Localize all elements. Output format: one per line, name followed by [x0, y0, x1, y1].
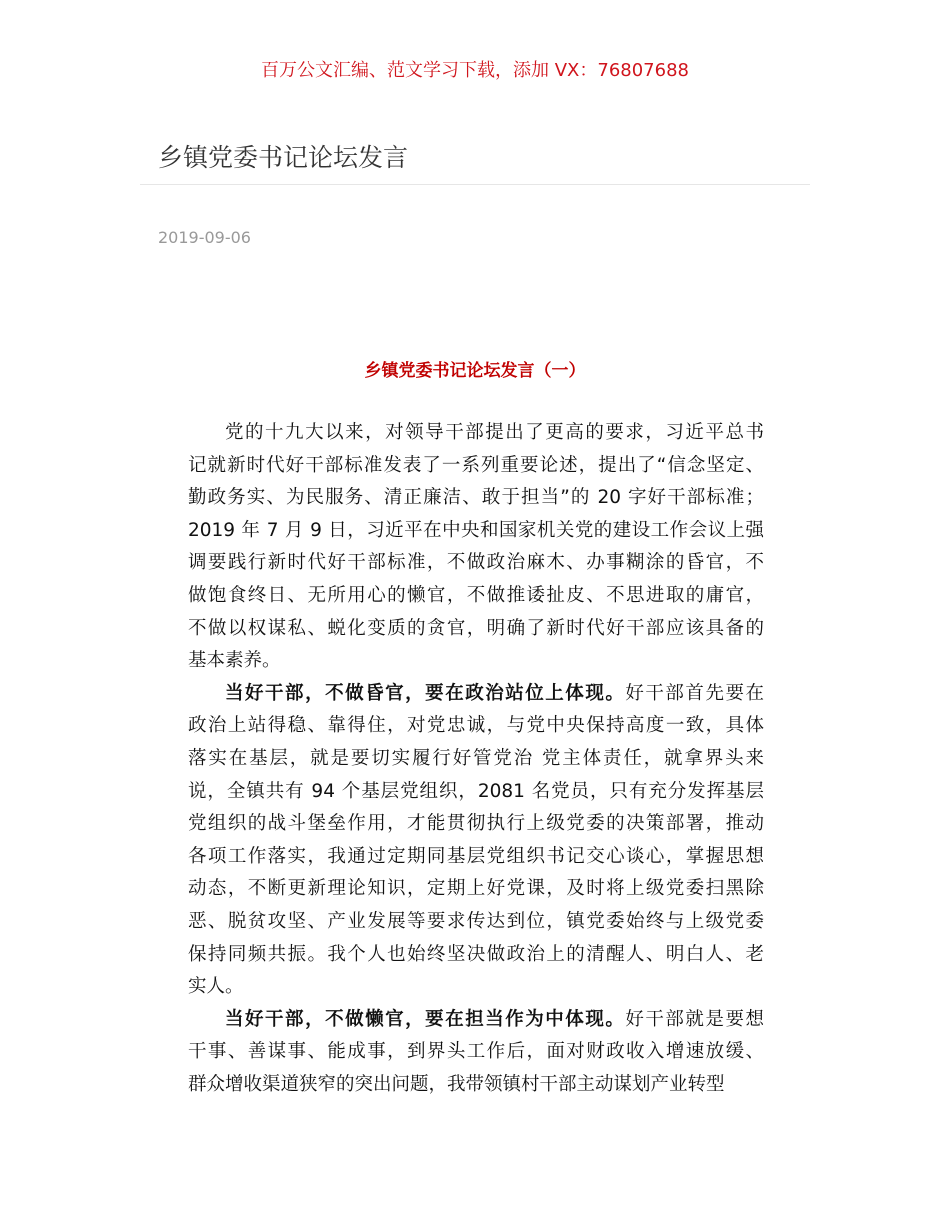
paragraph-line — [188, 678, 764, 711]
paragraph-line — [188, 450, 764, 483]
paragraph-line — [188, 776, 764, 809]
paragraph — [188, 417, 764, 678]
paragraph-line — [188, 1036, 764, 1069]
paragraph-line — [188, 515, 764, 548]
paragraph-text: 做饱食终日、无所用心的懒官，不做推诿扯皮、不思进取的庸官， — [188, 584, 764, 606]
paragraph-heading: 当好干部，不做昏官，要在政治站位上体现。 — [225, 682, 626, 704]
publish-date: 2019-09-06 — [158, 228, 251, 247]
paragraph-line — [188, 580, 764, 613]
paragraph-text: 落实在基层，就是要切实履行好管党治 党主体责任，就拿界头来 — [188, 747, 764, 769]
paragraph-text: 2019 年 7 月 9 日，习近平在中央和国家机关党的建设工作会议上强 — [188, 519, 764, 541]
paragraph-line — [188, 906, 764, 939]
paragraph-line — [188, 482, 764, 515]
paragraph-text: 各项工作落实，我通过定期同基层党组织书记交心谈心，掌握思想 — [188, 845, 764, 867]
paragraph-line — [188, 613, 764, 646]
paragraph-line — [188, 939, 764, 972]
paragraph-heading: 当好干部，不做懒官，要在担当作为中体现。 — [225, 1008, 626, 1030]
paragraph-line — [188, 417, 764, 450]
paragraph-line — [188, 743, 764, 776]
paragraph — [188, 678, 764, 1004]
paragraph-text: 恶、脱贫攻坚、产业发展等要求传达到位，镇党委始终与上级党委 — [188, 910, 764, 932]
paragraph-text: 党组织的战斗堡垒作用，才能贯彻执行上级党委的决策部署，推动 — [188, 813, 764, 835]
paragraph-text: 记就新时代好干部标准发表了一系列重要论述，提出了“信念坚定、 — [188, 454, 764, 476]
paragraph-text: 政治上站得稳、靠得住，对党忠诚，与党中央保持高度一致，具体 — [188, 715, 764, 737]
page-title: 乡镇党委书记论坛发言 — [158, 143, 409, 172]
paragraph — [188, 1004, 764, 1102]
paragraph-text: 调要践行新时代好干部标准，不做政治麻木、办事糊涂的昏官，不 — [188, 552, 764, 574]
paragraph-text: 基本素养。 — [188, 650, 281, 672]
paragraph-text: 党的十九大以来，对领导干部提出了更高的要求，习近平总书 — [225, 422, 764, 443]
paragraph-line — [188, 873, 764, 906]
paragraph-text: 说，全镇共有 94 个基层党组织，2081 名党员，只有充分发挥基层 — [188, 780, 764, 802]
paragraph-line — [188, 547, 764, 580]
download-banner: 百万公文汇编、范文学习下载，添加 VX：76807688 — [261, 60, 689, 81]
paragraph-text: 好干部首先要在 — [625, 682, 764, 704]
paragraph-text: 实人。 — [188, 976, 244, 998]
article-subtitle: 乡镇党委书记论坛发言（一） — [364, 361, 586, 381]
paragraph-line — [188, 808, 764, 841]
paragraph-text: 好干部就是要想 — [625, 1008, 764, 1030]
paragraph-text: 干事、善谋事、能成事，到界头工作后，面对财政收入增速放缓、 — [188, 1041, 764, 1063]
paragraph-line — [188, 1069, 764, 1102]
paragraph-line — [188, 841, 764, 874]
paragraph-text: 保持同频共振。我个人也始终坚决做政治上的清醒人、明白人、老 — [188, 943, 764, 965]
paragraph-text: 勤政务实、为民服务、清正廉洁、敢于担当”的 20 字好干部标准； — [188, 487, 764, 509]
paragraph-line — [188, 971, 764, 1004]
paragraph-text: 动态，不断更新理论知识，定期上好党课，及时将上级党委扫黑除 — [188, 878, 764, 900]
article-body — [188, 417, 764, 1101]
paragraph-text: 不做以权谋私、蜕化变质的贪官，明确了新时代好干部应该具备的 — [188, 617, 764, 639]
title-divider — [140, 184, 810, 185]
paragraph-line — [188, 710, 764, 743]
paragraph-line — [188, 1004, 764, 1037]
paragraph-line — [188, 645, 764, 678]
paragraph-text: 群众增收渠道狭窄的突出问题，我带领镇村干部主动谋划产业转型 — [188, 1073, 725, 1095]
